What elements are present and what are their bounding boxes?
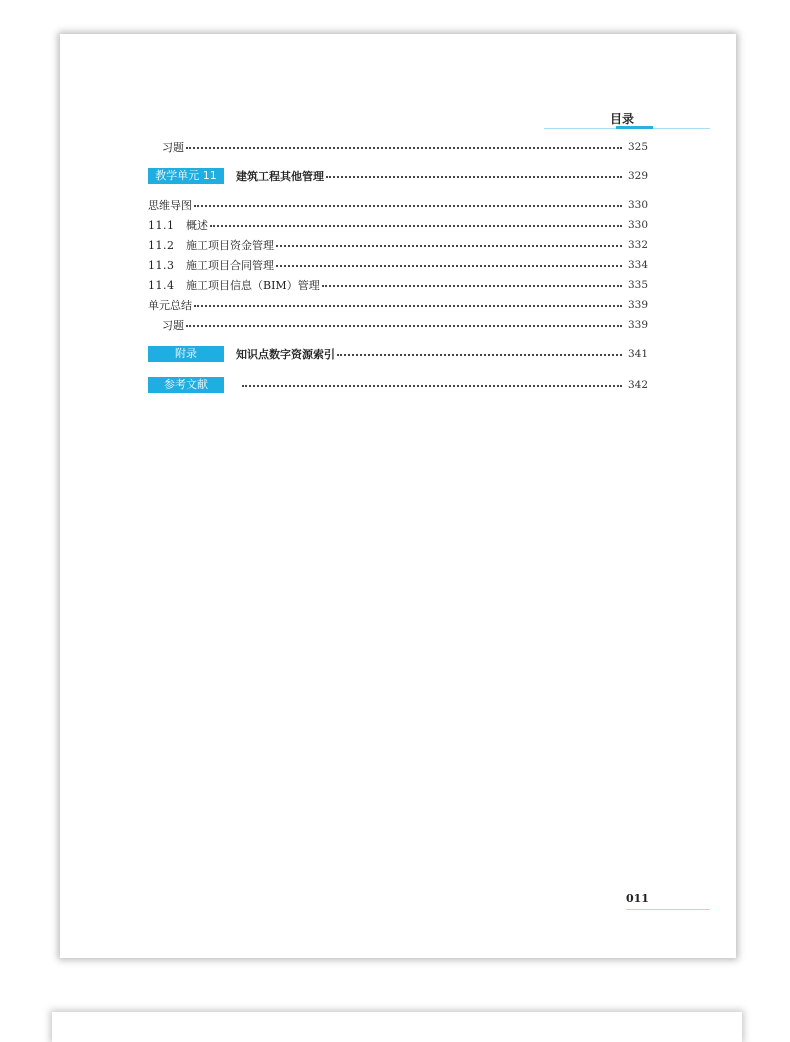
toc-label: 单元总结 xyxy=(148,299,192,312)
leader-dots xyxy=(194,205,622,207)
footer-rule xyxy=(626,909,710,910)
leader-dots xyxy=(276,245,622,247)
page-header xyxy=(544,110,710,130)
toc-page-number: 342 xyxy=(627,379,648,391)
toc-label: 习题 xyxy=(162,141,184,154)
leader-dots xyxy=(337,354,622,356)
toc-page-number: 339 xyxy=(627,319,648,331)
toc-appendix-row[interactable] xyxy=(148,345,648,363)
toc-page-number: 325 xyxy=(627,141,648,153)
toc-page-number: 329 xyxy=(627,170,648,182)
header-title: 目录 xyxy=(609,112,634,126)
toc-label: 施工项目信息（BIM）管理 xyxy=(186,279,320,292)
page-footer xyxy=(626,892,710,912)
appendix-title: 知识点数字资源索引 xyxy=(236,348,335,361)
section-number: 11.3 xyxy=(148,258,175,272)
appendix-tag: 附录 xyxy=(148,346,224,362)
toc-label: 习题 xyxy=(162,319,184,332)
toc-row[interactable] xyxy=(148,236,648,254)
page-number: 011 xyxy=(626,892,649,905)
toc-page-number: 334 xyxy=(627,259,648,271)
section-number: 11.4 xyxy=(148,278,175,292)
unit-tag: 教学单元 11 xyxy=(148,168,224,184)
toc-page-number: 341 xyxy=(627,348,648,360)
toc-label: 概述 xyxy=(186,219,208,232)
toc-label: 施工项目资金管理 xyxy=(186,239,274,252)
document-page xyxy=(60,34,736,958)
toc-row[interactable] xyxy=(148,256,648,274)
toc-references-row[interactable] xyxy=(148,376,648,394)
toc-row[interactable] xyxy=(148,138,648,156)
leader-dots xyxy=(326,176,622,178)
leader-dots xyxy=(210,225,622,227)
leader-dots xyxy=(242,385,622,387)
toc-page-number: 330 xyxy=(627,219,648,231)
toc-row[interactable] xyxy=(148,196,648,214)
toc-row[interactable] xyxy=(148,296,648,314)
unit-title: 建筑工程其他管理 xyxy=(236,170,324,183)
references-tag: 参考文献 xyxy=(148,377,224,393)
toc-row[interactable] xyxy=(148,316,648,334)
header-accent-bar xyxy=(616,126,653,129)
toc-label: 思维导图 xyxy=(148,199,192,212)
toc-page-number: 332 xyxy=(627,239,648,251)
toc-row[interactable] xyxy=(148,276,648,294)
leader-dots xyxy=(322,285,622,287)
toc-page-number: 339 xyxy=(627,299,648,311)
toc-row[interactable] xyxy=(148,216,648,234)
toc-unit-row[interactable] xyxy=(148,167,648,185)
leader-dots xyxy=(276,265,622,267)
toc-label: 施工项目合同管理 xyxy=(186,259,274,272)
section-number: 11.2 xyxy=(148,238,175,252)
leader-dots xyxy=(194,305,622,307)
leader-dots xyxy=(186,325,622,327)
next-page-edge xyxy=(52,1012,742,1042)
leader-dots xyxy=(186,147,622,149)
toc-page-number: 330 xyxy=(627,199,648,211)
toc-page-number: 335 xyxy=(627,279,648,291)
section-number: 11.1 xyxy=(148,218,175,232)
